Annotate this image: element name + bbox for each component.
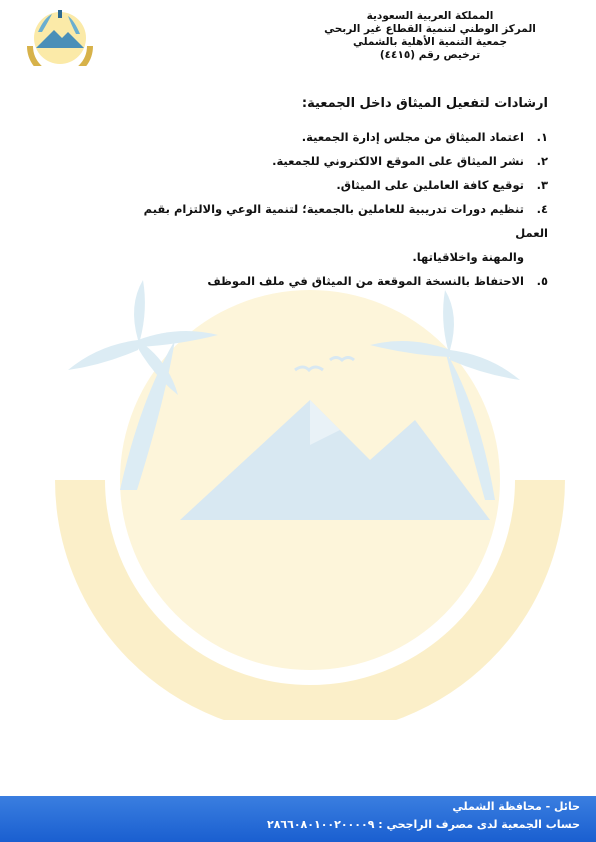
footer-bank-account: حساب الجمعية لدى مصرف الراجحي : ٢٨٦٦٠٨٠١٠٠٢٠٠٠٠٩ — [266, 818, 580, 831]
list-item — [108, 125, 548, 149]
item-number: ٥. — [536, 274, 548, 288]
item-number: ١. — [536, 130, 548, 144]
item-text: تنظيم دورات تدريبية للعاملين بالجمعية؛ لتنمية الوعي والالتزام بقيم العمل — [143, 202, 548, 240]
guidelines-list — [108, 125, 548, 293]
list-item — [108, 173, 548, 197]
item-number: ٢. — [536, 154, 548, 168]
organization-logo — [14, 8, 106, 66]
section-title: ارشادات لتفعيل الميثاق داخل الجمعية: — [301, 96, 548, 111]
main-content — [108, 96, 548, 293]
item-number: ٤. — [536, 202, 548, 216]
header-association: جمعية التنمية الأهلية بالشملي — [352, 36, 508, 48]
list-item — [108, 197, 548, 269]
watermark-logo — [40, 270, 580, 720]
item-text-continued: والمهنة واخلاقياتها. — [412, 250, 524, 264]
item-text: توقيع كافة العاملين على الميثاق. — [336, 178, 524, 192]
list-item — [108, 269, 548, 293]
item-number: ٣. — [536, 178, 548, 192]
header-block — [280, 10, 580, 62]
header-country: المملكة العربية السعودية — [366, 10, 494, 22]
header-center: المركز الوطني لتنمية القطاع غير الربحي — [324, 23, 536, 35]
item-text: الاحتفاظ بالنسخة الموقعة من الميثاق في ملف الموظف — [207, 274, 524, 288]
list-item — [108, 149, 548, 173]
header-license: ترخيص رقم (٤٤١٥) — [379, 49, 481, 61]
footer-location: حائل - محافظة الشملي — [452, 800, 580, 813]
page-footer — [0, 796, 596, 842]
item-text: نشر الميثاق على الموقع الالكتروني للجمعية. — [272, 154, 524, 168]
item-text: اعتماد الميثاق من مجلس إدارة الجمعية. — [301, 130, 524, 144]
